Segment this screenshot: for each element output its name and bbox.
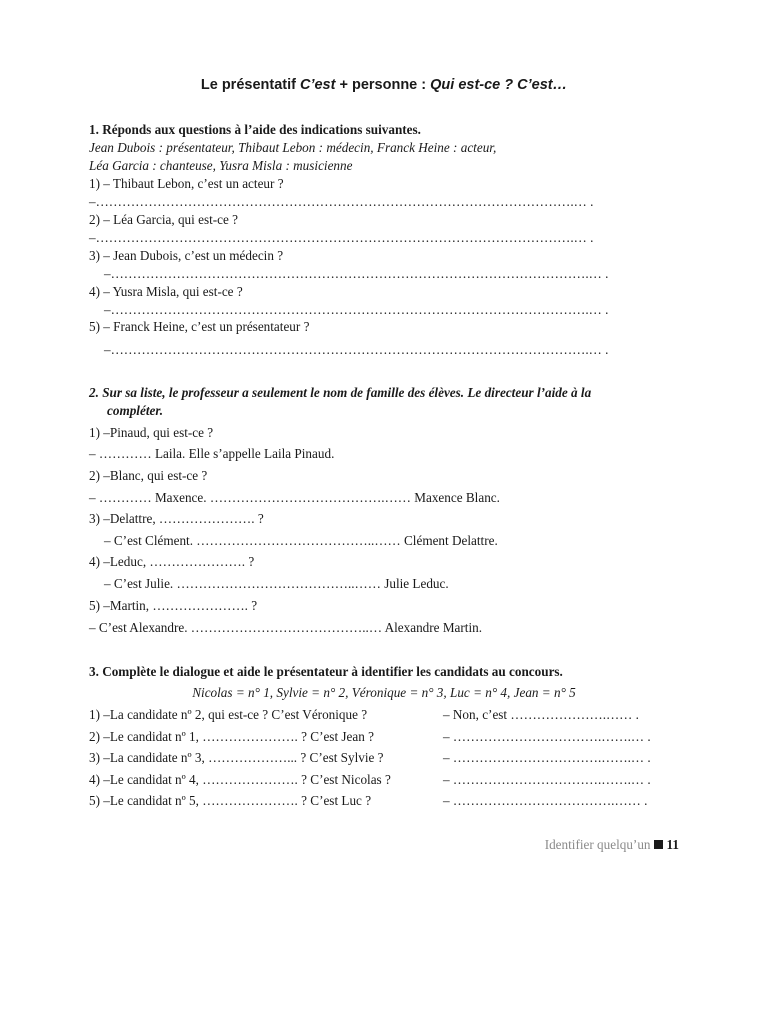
ex3-answer-5[interactable]: – ……………………………….…… . [443, 793, 648, 808]
page-number: 11 [666, 837, 679, 852]
title-part-3: + personne : [335, 77, 431, 93]
ex1-question-4: 4) – Yusra Misla, qui est-ce ? [89, 284, 243, 299]
ex1-answer-line-1[interactable]: –……………………………………………………………………………………………….… . [89, 194, 594, 209]
ex3-answer-1[interactable]: – Non, c’est ………………….…… . [443, 707, 639, 722]
ex1-hint-line-1: Jean Dubois : présentateur, Thibaut Lebon : médecin, Franck Heine : acteur, [89, 140, 497, 155]
square-bullet-icon [654, 840, 663, 849]
ex3-answer-2[interactable]: – …………………………….…….… . [443, 729, 651, 744]
ex3-question-3[interactable]: 3) –La candidate nº 3, ………………... ? C’est Sylvie ? [89, 750, 384, 765]
ex3-question-1: 1) –La candidate nº 2, qui est-ce ? C’est Véronique ? [89, 707, 368, 722]
page-title [0, 77, 768, 93]
title-part-1: Le présentatif [200, 77, 300, 93]
ex1-answer-line-5[interactable]: –……………………………………………………………………………………………….… . [104, 342, 609, 357]
ex1-answer-line-4[interactable]: –……………………………………………………………………………………………….… . [104, 302, 609, 317]
title-part-4: Qui est-ce ? C’est… [430, 77, 568, 93]
ex2-answer-2[interactable]: – ………… Maxence. ………………………………….…… Maxence Blanc. [89, 490, 500, 505]
ex3-answer-3[interactable]: – …………………………….…….… . [443, 750, 651, 765]
ex2-answer-5[interactable]: – C’est Alexandre. …………………………………..… Alexandre Martin. [89, 620, 483, 635]
page-footer [545, 837, 679, 853]
ex1-answer-line-3[interactable]: –……………………………………………………………………………………………….… . [104, 266, 609, 281]
ex1-question-5: 5) – Franck Heine, c’est un présentateur ? [89, 319, 310, 334]
ex2-question-3[interactable]: 3) –Delattre, …………………. ? [89, 511, 264, 526]
title-part-2: C’est [299, 77, 336, 93]
ex2-question-5[interactable]: 5) –Martin, …………………. ? [89, 598, 258, 613]
ex2-question-2: 2) –Blanc, qui est-ce ? [89, 468, 208, 483]
ex1-question-2: 2) – Léa Garcia, qui est-ce ? [89, 212, 239, 227]
ex2-heading-line-1: 2. Sur sa liste, le professeur a seulement le nom de famille des élèves. Le directeur l’aide à la [89, 385, 592, 400]
ex2-answer-3[interactable]: – C’est Clément. …………………………………..…… Clément Delattre. [104, 533, 498, 548]
ex3-question-2[interactable]: 2) –Le candidat nº 1, …………………. ? C’est Jean ? [89, 729, 374, 744]
ex3-question-5[interactable]: 5) –Le candidat nº 5, …………………. ? C’est Luc ? [89, 793, 372, 808]
footer-label: Identifier quelqu’un [544, 837, 651, 852]
ex3-hint: Nicolas = n° 1, Sylvie = n° 2, Véronique = n° 3, Luc = n° 4, Jean = n° 5 [192, 685, 576, 700]
ex2-question-4[interactable]: 4) –Leduc, …………………. ? [89, 554, 255, 569]
ex2-question-1: 1) –Pinaud, qui est-ce ? [89, 425, 214, 440]
ex1-hint-line-2: Léa Garcia : chanteuse, Yusra Misla : musicienne [89, 158, 353, 173]
ex1-answer-line-2[interactable]: –……………………………………………………………………………………………….… . [89, 230, 594, 245]
ex2-answer-4[interactable]: – C’est Julie. …………………………………..…… Julie Leduc. [104, 576, 449, 591]
ex2-answer-1[interactable]: – ………… Laila. Elle s’appelle Laila Pinaud. [89, 446, 335, 461]
ex1-question-3: 3) – Jean Dubois, c’est un médecin ? [89, 248, 284, 263]
ex1-heading: 1. Réponds aux questions à l’aide des indications suivantes. [89, 122, 421, 137]
ex3-heading: 3. Complète le dialogue et aide le présentateur à identifier les candidats au concours. [89, 664, 563, 679]
ex2-heading-line-2: compléter. [107, 403, 164, 418]
ex1-question-1: 1) – Thibaut Lebon, c’est un acteur ? [89, 176, 284, 191]
ex3-answer-4[interactable]: – …………………………….…….… . [443, 772, 651, 787]
ex3-question-4[interactable]: 4) –Le candidat nº 4, …………………. ? C’est Nicolas ? [89, 772, 391, 787]
